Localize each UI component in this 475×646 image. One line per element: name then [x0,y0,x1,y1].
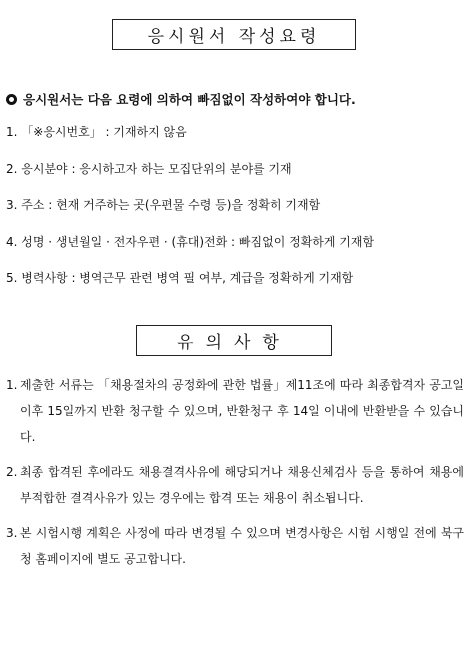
requirement-item: 4. 성명 · 생년월일 · 전자우편 · (휴대)전화 : 빠짐없이 정확하게 기재함 [6,234,375,249]
requirement-item: 3. 주소 : 현재 거주하는 곳(우편물 수령 등)을 정확히 기재함 [6,198,321,212]
note-text: 최종 합격된 후에라도 채용결격사유에 해당되거나 채용신체검사 등을 통하여 채용에 부적합한 결격사유가 있는 경우에는 합격 또는 채용이 취소됩니다. [20,465,464,505]
requirement-item: 5. 병력사항 : 병역근무 관련 병역 필 여부, 계급을 정확하게 기재함 [6,271,354,285]
circle-bullet-icon [6,94,17,105]
note-item [6,372,464,450]
intro-line [6,90,356,108]
note-number: 3. [6,526,18,540]
note-text: 본 시험시행 계획은 사정에 따라 변경될 수 있으며 변경사항은 시험 시행일 전에 북구청 홈페이지에 별도 공고합니다. [20,526,464,566]
requirement-item: 2. 응시분야 : 응시하고자 하는 모집단위의 분야를 기재 [6,161,292,176]
note-item [6,520,464,572]
requirement-item: 1. 「※응시번호」 : 기재하지 않음 [6,125,187,139]
note-item [6,459,464,511]
intro-text: 응시원서는 다음 요령에 의하여 빠짐없이 작성하여야 합니다. [23,92,356,107]
document-title: 응시원서 작성요령 [112,19,356,50]
requirements-list [6,124,374,307]
note-number: 1. [6,378,18,392]
note-number: 2. [6,465,18,479]
notes-list [6,372,464,581]
note-text: 제출한 서류는 「채용절차의 공정화에 관한 법률」제11조에 따라 최종합격자 공고일 이후 15일까지 반환 청구할 수 있으며, 반환청구 후 14일 이내에 반환받을 수 있습니다. [20,378,464,444]
notes-title: 유의사항 [136,325,332,356]
